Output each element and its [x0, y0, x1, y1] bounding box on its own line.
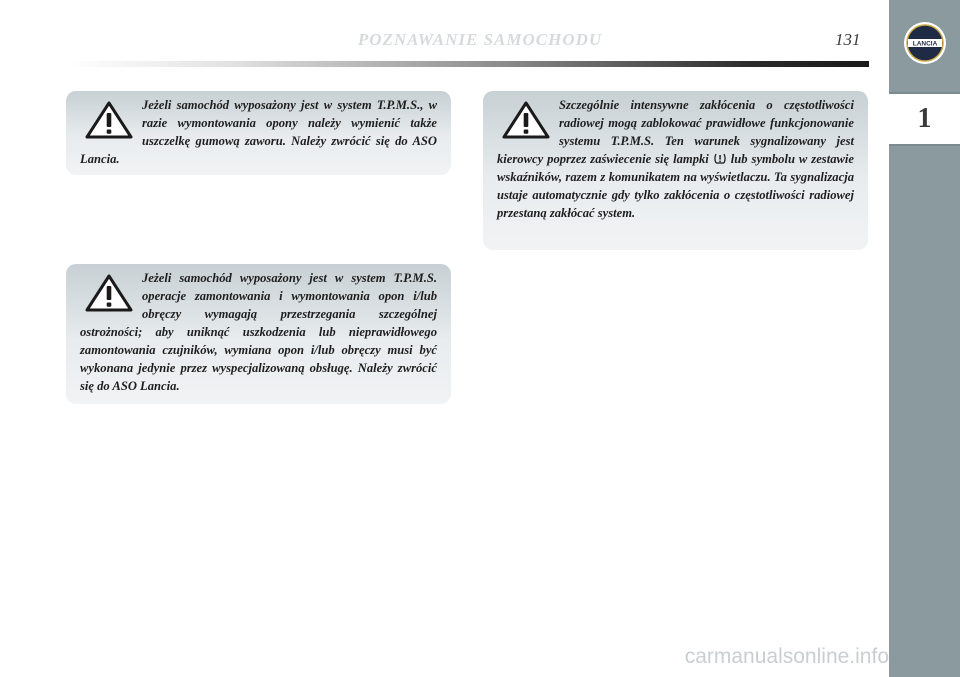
header-divider [66, 61, 869, 67]
source-watermark: carmanualsonline.info [684, 645, 889, 668]
warning-box-tpms-valve [66, 91, 451, 175]
warning-text-part-2: lub symbolu w zestawie wskaźników, razem z komunikatem na wyświetlaczu. Ta sygnalizacja ustaje automatycznie gdy tylko zakłócenia o częstotliwości radiowej przestaną zakłócać system. [497, 152, 854, 220]
logo-text: LANCIA [912, 40, 938, 48]
tire-pressure-warning-icon [713, 153, 727, 164]
chapter-number: 1 [889, 92, 960, 146]
warning-triangle-icon [84, 273, 134, 313]
page-number: 131 [835, 30, 861, 49]
lancia-logo-icon [902, 20, 948, 66]
warning-triangle-icon [501, 100, 551, 140]
warning-text: Jeżeli samochód wyposażony jest w system T.P.M.S. operacje zamontowania i wymontowania opon i/lub obręczy wymagają przestrzegania szczególnej ostrożności; aby uniknąć uszkodzenia lub nieprawidłowego zamontowania czujników, wymiana opon i/lub obręczy musi być wykonana jedynie przez wyspecjalizowaną obsługę. Należy zwrócić się do ASO Lancia. [80, 271, 437, 393]
warning-text-part-1: Szczególnie intensywne zakłócenia o częstotliwości radiowej mogą zablokować prawidłowe funkcjonowanie systemu T.P.M.S. Ten warunek sygnalizowany jest kierowcy poprzez zaświecenie się lampki [497, 98, 854, 166]
warning-text: Jeżeli samochód wyposażony jest w system T.P.M.S., w razie wymontowania opony należy wymienić także uszczelkę gumową zaworu. Należy zwrócić się do ASO Lancia. [80, 98, 437, 166]
section-title: POZNAWANIE SAMOCHODU [357, 30, 603, 49]
warning-triangle-icon [84, 100, 134, 140]
warning-box-radio-interference [483, 91, 868, 250]
warning-box-tpms-mounting [66, 264, 451, 404]
